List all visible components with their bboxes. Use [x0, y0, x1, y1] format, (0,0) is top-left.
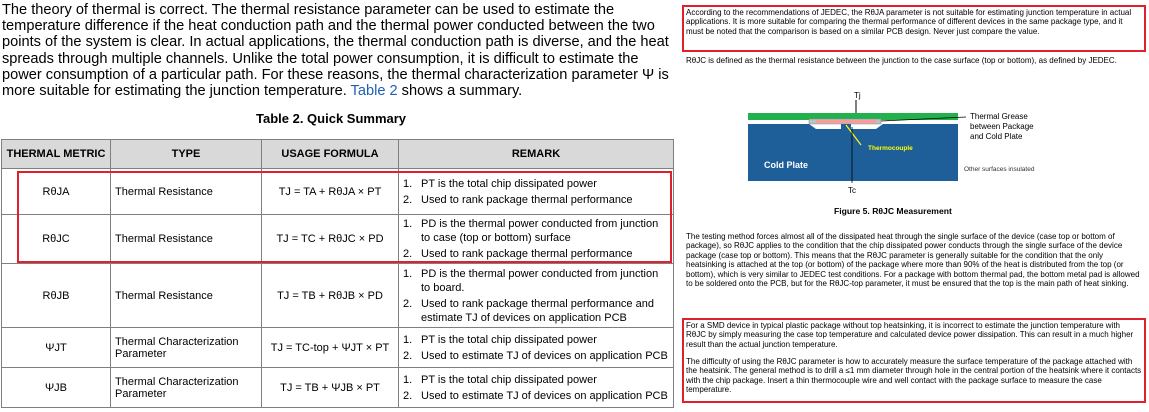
grease-label-2: between Package [970, 122, 1034, 131]
type-cell: Thermal Resistance [111, 215, 262, 264]
remark-cell [399, 368, 674, 408]
cold-plate [748, 124, 958, 181]
formula-cell: TJ = TC + RθJC × PD [262, 215, 399, 264]
remark-item: 2. Used to rank package thermal performance [403, 248, 633, 260]
remark-item: 2. Used to estimate TJ of devices on application PCB [403, 389, 668, 402]
thermocouple-label: Thermocouple [868, 145, 913, 152]
formula-cell: TJ = TA + RθJA × PT [262, 169, 399, 215]
table-2-link[interactable]: Table 2 [350, 83, 398, 100]
remark-item: 2. Used to rank package thermal performance [403, 193, 633, 206]
quick-summary-table [1, 139, 674, 408]
insulated-label: Other surfaces insulated [964, 166, 1035, 173]
metric-cell: ΨJT [2, 328, 111, 368]
table-row [2, 215, 674, 264]
testing-paragraph: The testing method forces almost all of the dissipated heat through the single surface of the device (case top or bottom of package), so RθJC applies to the condition that the chip dissipated power conducts through the single surface of the device package (case top or bottom). This means that the RθJC parameter is generally suitable for the condition that the only heatsinking is attached at the top (or bottom) of the package where more than 90% of the heat is distributed from the top (or bottom), which is very similar to JEDEC test conditions. For a package with bottom thermal pad, the bottom metal pad is allowed to be soldered onto the PCB, but for the RθJC-top parameter, it must be ensured that the top is the main path of heat sinking. [686, 232, 1140, 289]
intro-text: The theory of thermal is correct. The thermal resistance parameter can be used to estimate the temperature difference if the heat conduction path and the thermal power conducted between the two points of the system is clear. In actual applications, the thermal conduction path is diverse, and the heat spreads through multiple channels. Unlike the total power consumption, it is difficult to estimate the power consumption of a particular path. For these reasons, the thermal characterization parameter Ψ is more suitable for estimating the junction temperature. [2, 2, 669, 100]
table-row [2, 328, 674, 368]
type-cell: Thermal Resistance [111, 264, 262, 328]
remark-item: 2. Used to rank package thermal performance and estimate TJ of devices on application PCB [403, 297, 654, 324]
remark-item: 1. PD is the thermal power conducted from junction to board. [403, 267, 659, 294]
header-remark: REMARK [399, 140, 674, 169]
remark-item: 1. PT is the total chip dissipated power [403, 373, 597, 386]
remark-cell [399, 264, 674, 328]
package-top [816, 120, 876, 123]
header-usage-formula: USAGE FORMULA [262, 140, 399, 169]
formula-cell: TJ = TC-top + ΨJT × PT [262, 328, 399, 368]
remark-cell [399, 328, 674, 368]
remark-item: 1. PD is the thermal power conducted from junction to case (top or bottom) surface [403, 218, 659, 244]
remark-item: 2. Used to estimate TJ of devices on application PCB [403, 349, 668, 362]
grease-label-3: and Cold Plate [970, 132, 1023, 141]
metric-cell: RθJC [2, 215, 111, 264]
formula-cell: TJ = TB + ΨJB × PT [262, 368, 399, 408]
cold-plate-label: Cold Plate [764, 160, 809, 170]
header-thermal-metric: THERMAL METRIC [2, 140, 111, 169]
remark-cell [399, 169, 674, 215]
tc-label: Tc [848, 186, 856, 195]
metric-cell: ΨJB [2, 368, 111, 408]
remark-item: 1. PT is the total chip dissipated power [403, 177, 597, 190]
jedec-note: According to the recommendations of JEDEC, the RθJA parameter is not suitable for estimating junction temperature in actual applications. It is more suitable for comparing the thermal performance of different devices in the same package type, and it must be noted that the comparison is based on a similar PCB design. Never just compare the value. [686, 8, 1132, 36]
difficulty-paragraph: The difficulty of using the RθJC parameter is how to accurately measure the surface temperature of the package attached with the heatsink. The general method is to drill a ≤1 mm diameter through hole in the central portion of the heatsink where it contacts with the chip package. Insert a thin thermocouple wire and well contact with the package surface to measure the case temperature. [686, 357, 1142, 395]
metric-cell: RθJB [2, 264, 111, 328]
figure-caption: Figure 5. RθJC Measurement [834, 206, 952, 216]
grease-label-1: Thermal Grease [970, 112, 1028, 121]
type-cell: Thermal Characterization Parameter [111, 368, 262, 408]
table-row [2, 368, 674, 408]
table-row [2, 169, 674, 215]
type-cell: Thermal Characterization Parameter [111, 328, 262, 368]
formula-cell: TJ = TB + RθJB × PD [262, 264, 399, 328]
table-row [2, 264, 674, 328]
type-cell: Thermal Resistance [111, 169, 262, 215]
intro-text-end: shows a summary. [397, 83, 523, 100]
remark-item: 1. PT is the total chip dissipated power [403, 333, 597, 346]
remark-cell [399, 215, 674, 264]
tj-label: Tj [854, 91, 861, 100]
rjc-definition: RθJC is defined as the thermal resistance between the junction to the case surface (top or bottom), as defined by JEDEC. [686, 56, 1117, 65]
intro-paragraph [2, 2, 678, 99]
smd-paragraph: For a SMD device in typical plastic package without top heatsinking, it is incorrect to estimate the junction temperature with RθJC by simply measuring the case top temperature and calculated device power dissipation. This can result in a much higher result than the actual junction temperature. [686, 321, 1134, 349]
header-type: TYPE [111, 140, 262, 169]
table-header-row [2, 140, 674, 169]
rjc-measurement-figure [686, 87, 1146, 222]
table-title: Table 2. Quick Summary [256, 111, 407, 126]
metric-cell: RθJA [2, 169, 111, 215]
